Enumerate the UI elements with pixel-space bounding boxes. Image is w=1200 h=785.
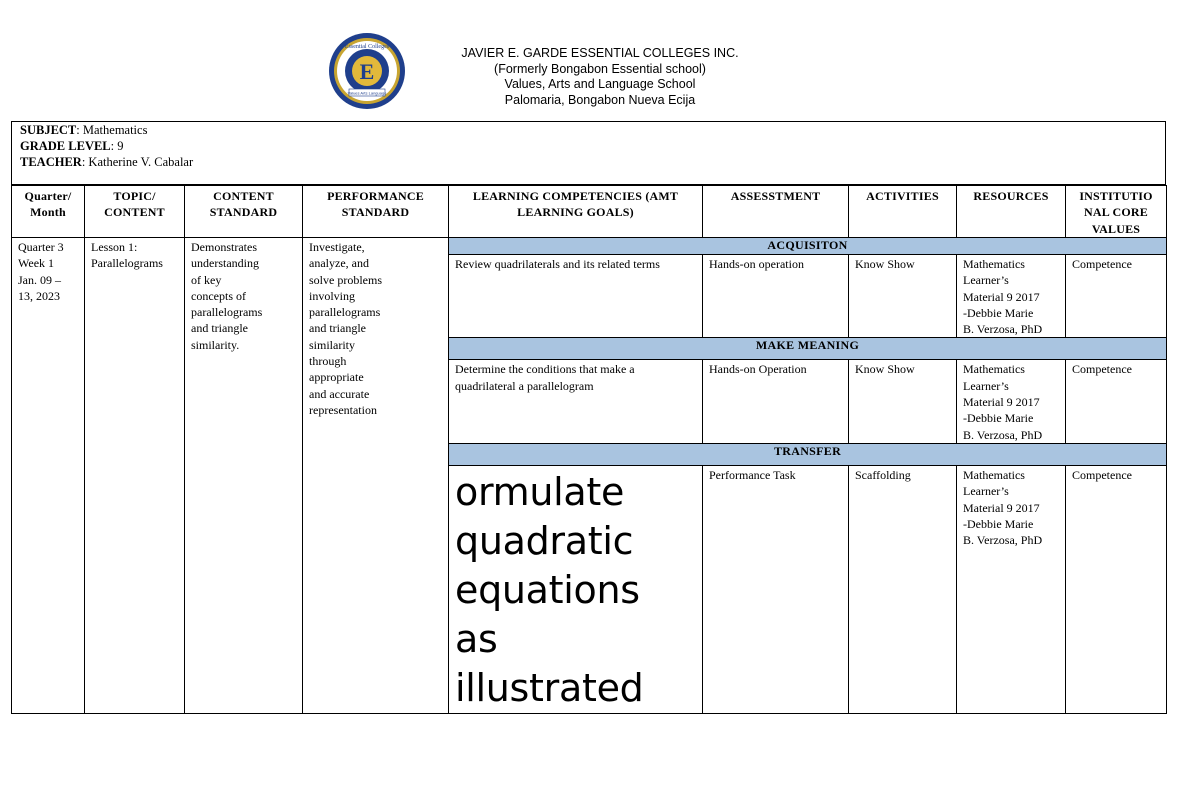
logo-ring-text: Essential Colleges (344, 44, 390, 50)
grade-line (20, 139, 124, 154)
activity-cell: Know Show (849, 360, 957, 443)
competency-cell: Determine the conditions that make a quadrilateral a parallelogram (449, 360, 703, 443)
transfer-line: as (455, 616, 498, 661)
school-address: Palomaria, Bongabon Nueva Ecija (504, 92, 696, 107)
resources-cell (957, 360, 1066, 443)
transfer-line: equations (455, 567, 640, 612)
quarter-line: Week 1 (18, 256, 55, 271)
assessment-cell: Hands-on operation (703, 255, 849, 338)
resource-line: Learner’s (963, 484, 1009, 499)
performance-standard-line: appropriate (309, 370, 364, 385)
transfer-line: quadratic (455, 518, 634, 563)
quarter-line: Quarter 3 (18, 240, 64, 254)
teacher-label: TEACHER (20, 155, 82, 169)
performance-standard-line: Investigate, (309, 240, 365, 254)
resource-line: Mathematics (963, 257, 1025, 271)
content-standard-line: parallelograms (191, 305, 263, 320)
quarter-line: 13, 2023 (18, 288, 60, 303)
core-value-cell: Competence (1066, 465, 1167, 713)
content-standard-cell (185, 238, 303, 714)
topic-cell (85, 238, 185, 714)
resource-line: -Debbie Marie (963, 411, 1034, 426)
transfer-competency (449, 466, 702, 713)
resource-line: -Debbie Marie (963, 305, 1034, 320)
quarter-line: Jan. 09 – (18, 272, 61, 287)
teacher-value: : Katherine V. Cabalar (81, 155, 194, 169)
activity-cell: Know Show (849, 255, 957, 338)
resource-line: B. Verzosa, PhD (963, 427, 1043, 442)
subject-value: : Mathematics (76, 123, 148, 137)
grade-label: GRADE LEVEL (20, 139, 111, 153)
resource-line: Material 9 2017 (963, 395, 1040, 410)
logo-banner-text: Values Arts Language (347, 90, 387, 96)
header-learning-competencies: LEARNING COMPETENCIES (AMT LEARNING GOALS) (449, 186, 703, 238)
header-performance-standard: PERFORMANCE STANDARD (303, 186, 449, 238)
performance-standard-line: and accurate (309, 386, 370, 401)
header-activities: ACTIVITIES (849, 186, 957, 238)
subject-label: SUBJECT (20, 123, 77, 137)
header-quarter: Quarter/ Month (12, 186, 85, 238)
resource-line: Material 9 2017 (963, 500, 1040, 515)
assessment-cell: Hands-on Operation (703, 360, 849, 443)
content-standard-line: of key (191, 272, 222, 287)
performance-standard-line: representation (309, 402, 377, 417)
performance-standard-line: involving (309, 288, 356, 303)
band-make-meaning: MAKE MEANING (449, 338, 1167, 360)
subject-line (20, 123, 147, 138)
resource-line: B. Verzosa, PhD (963, 533, 1043, 548)
performance-standard-line: solve problems (309, 272, 382, 287)
performance-standard-cell (303, 238, 449, 714)
core-value-cell: Competence (1066, 255, 1167, 338)
table-header-row (12, 186, 1167, 238)
performance-standard-line: parallelograms (309, 305, 381, 320)
header-assessment: ASSESSTMENT (703, 186, 849, 238)
school-former-name: (Formerly Bongabon Essential school) (494, 61, 706, 76)
school-tagline: Values, Arts and Language School (504, 77, 696, 91)
header-core-values: INSTITUTIO NAL CORE VALUES (1066, 186, 1167, 238)
content-standard-line: concepts of (191, 288, 246, 303)
content-standard-line: understanding (191, 256, 259, 271)
content-standard-line: and triangle (191, 321, 248, 336)
school-name: JAVIER E. GARDE ESSENTIAL COLLEGES INC. (461, 46, 739, 60)
performance-standard-line: similarity (309, 337, 355, 352)
teacher-line (20, 155, 193, 170)
header-content-standard: CONTENT STANDARD (185, 186, 303, 238)
performance-standard-line: through (309, 354, 347, 369)
quarter-cell (12, 238, 85, 714)
assessment-cell: Performance Task (703, 465, 849, 713)
school-header (400, 46, 800, 108)
school-logo (327, 31, 407, 111)
grade-value: : 9 (110, 139, 124, 153)
transfer-line: ormulate (455, 469, 625, 514)
band-acquisition: ACQUISITON (449, 238, 1167, 255)
activity-cell: Scaffolding (849, 465, 957, 713)
competency-cell-large (449, 465, 703, 713)
band-row (12, 238, 1167, 255)
performance-standard-line: analyze, and (309, 256, 369, 271)
info-block (11, 121, 1166, 185)
content-standard-line: similarity. (191, 337, 240, 352)
resource-line: Learner’s (963, 378, 1009, 393)
resources-cell (957, 465, 1066, 713)
resource-line: Mathematics (963, 467, 1025, 482)
topic-line: Lesson 1: (91, 240, 138, 254)
band-transfer: TRANSFER (449, 443, 1167, 465)
content-standard-line: Demonstrates (191, 240, 257, 254)
core-value-cell: Competence (1066, 360, 1167, 443)
resource-line: B. Verzosa, PhD (963, 322, 1043, 337)
resource-line: -Debbie Marie (963, 516, 1034, 531)
transfer-line: illustrated (455, 665, 644, 710)
resource-line: Material 9 2017 (963, 289, 1040, 304)
resource-line: Learner’s (963, 273, 1009, 288)
competency-cell: Review quadrilaterals and its related terms (449, 255, 703, 338)
logo-letter: E (359, 59, 375, 84)
lesson-plan-table (11, 185, 1167, 714)
topic-line: Parallelograms (91, 256, 163, 271)
header-topic: TOPIC/ CONTENT (85, 186, 185, 238)
performance-standard-line: and triangle (309, 321, 366, 336)
resources-cell (957, 255, 1066, 338)
header-resources: RESOURCES (957, 186, 1066, 238)
resource-line: Mathematics (963, 362, 1025, 377)
